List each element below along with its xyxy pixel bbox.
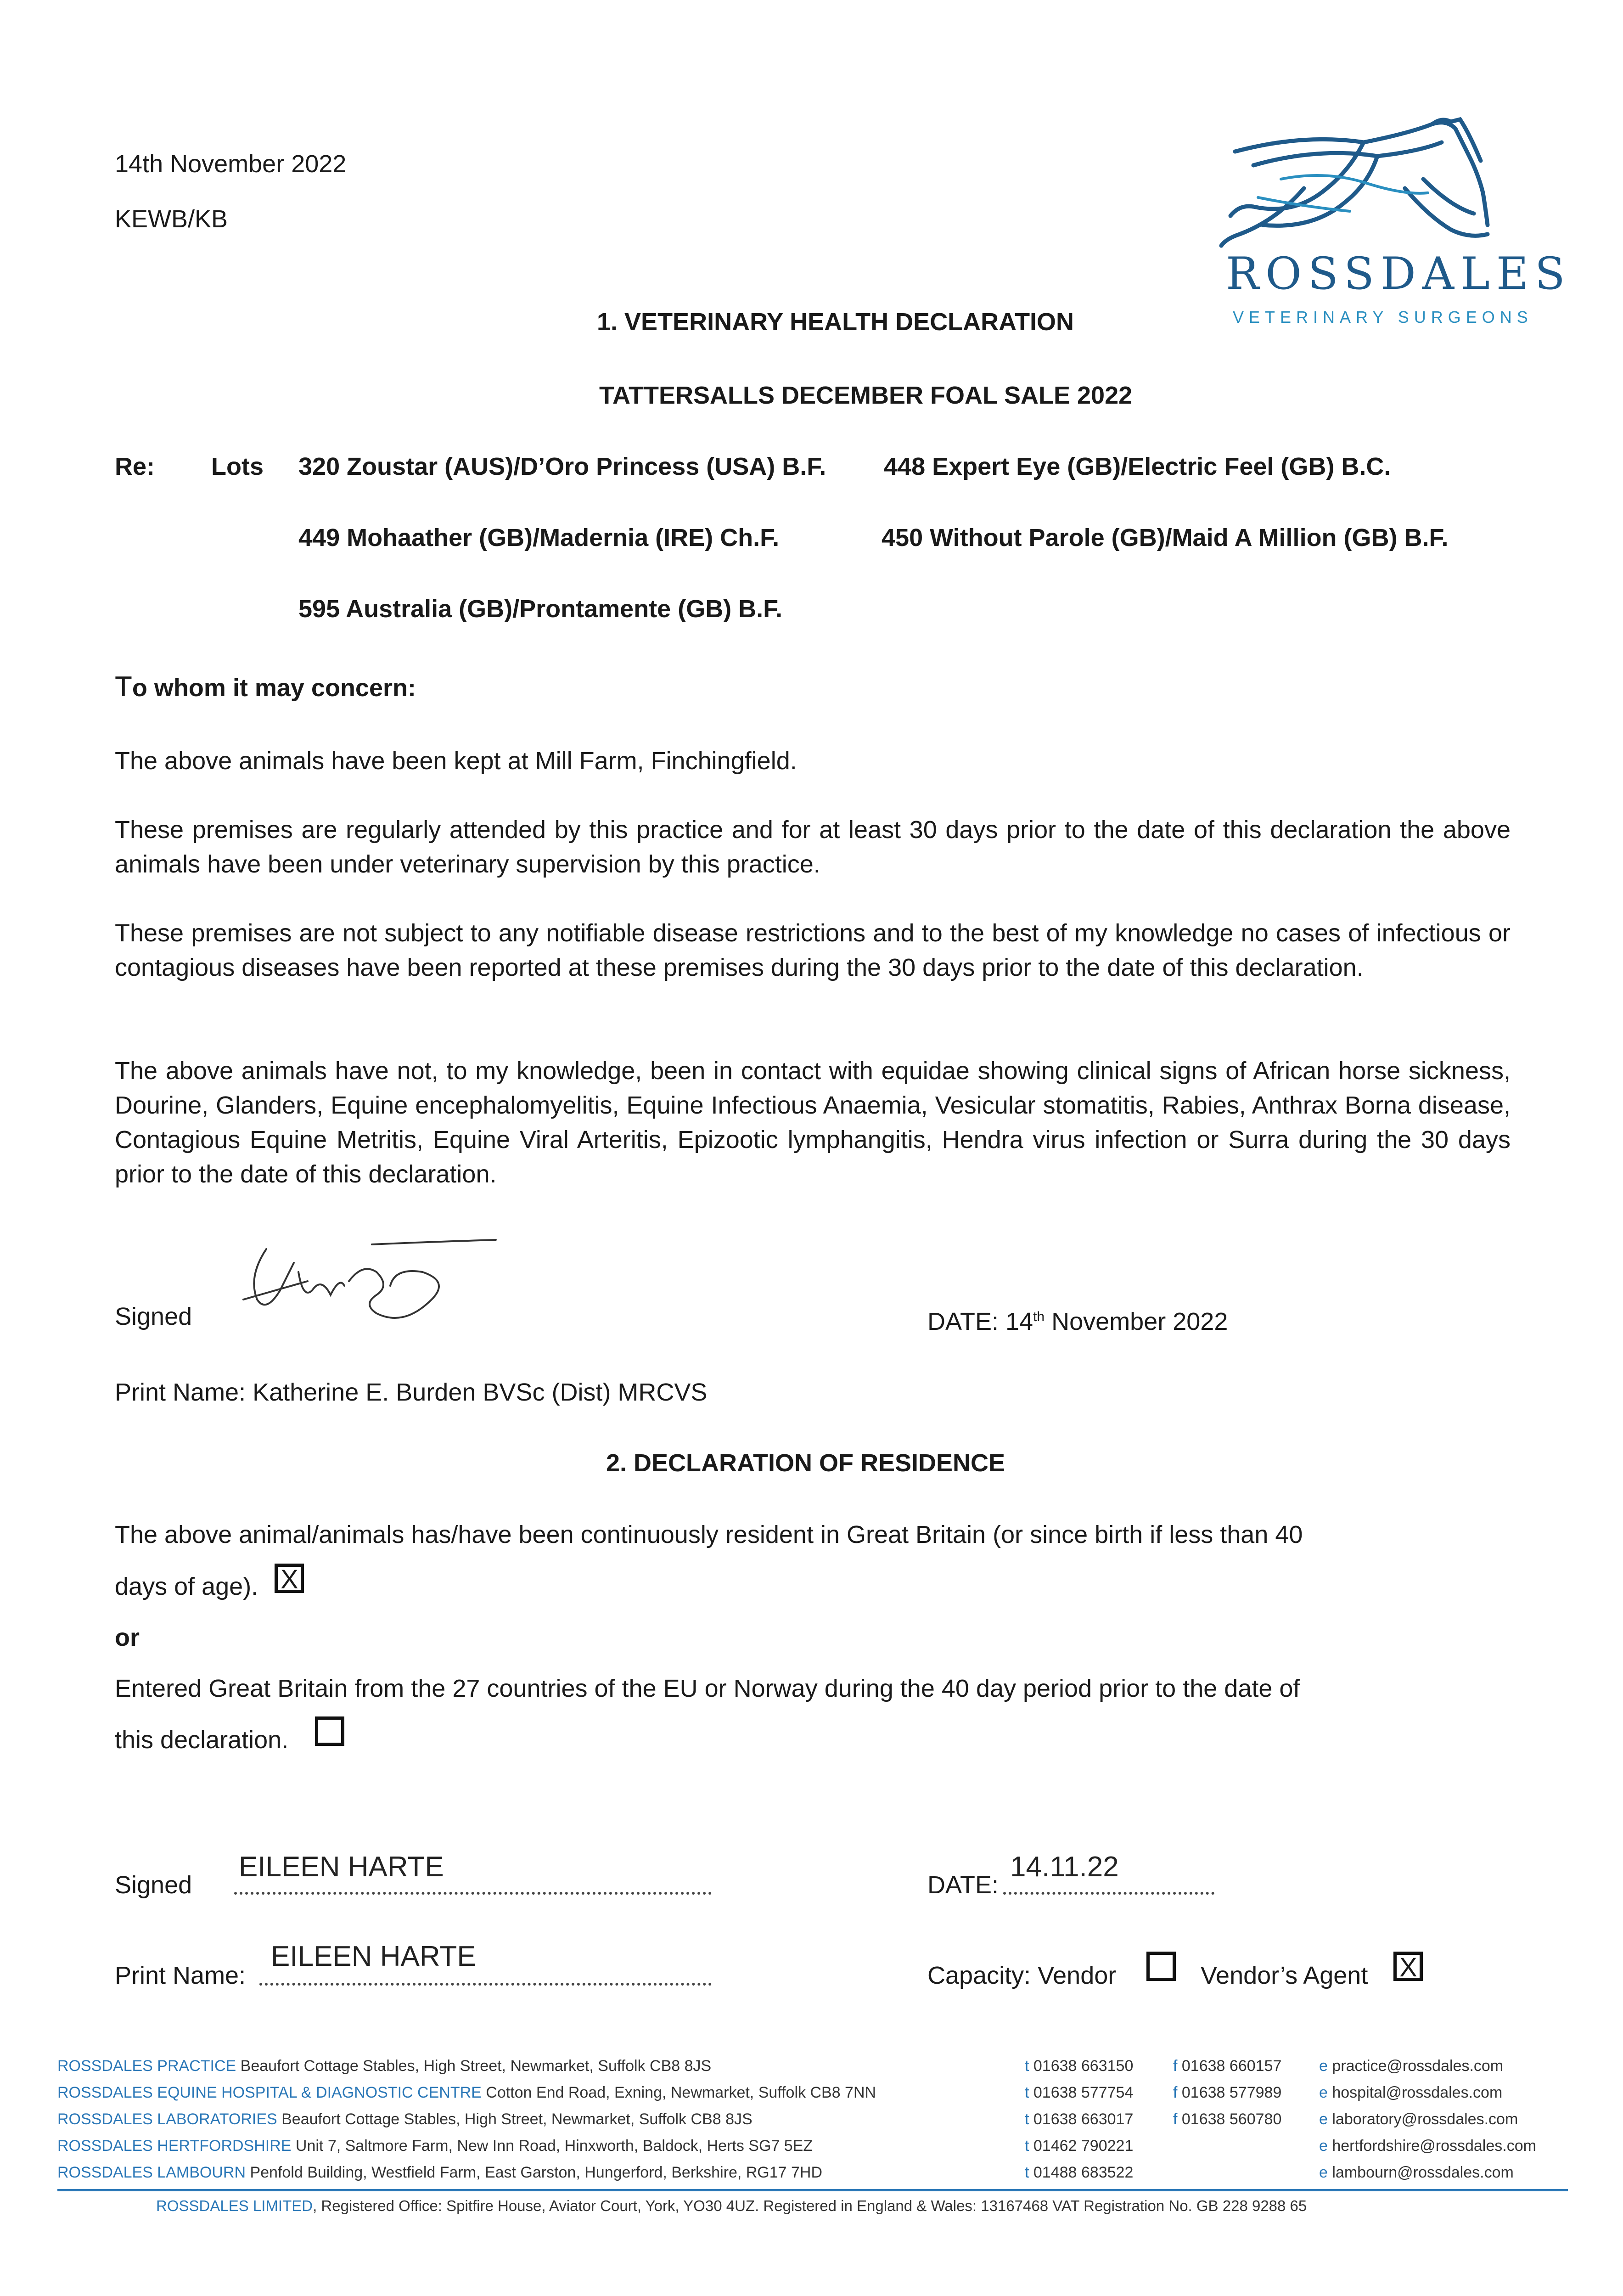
fax-value: 01638 560780 xyxy=(1177,2110,1282,2128)
email-value[interactable]: practice@rossdales.com xyxy=(1327,2057,1504,2075)
date-line xyxy=(1003,1892,1214,1895)
tel-prefix: t xyxy=(1025,2110,1029,2128)
vet-signature xyxy=(239,1235,505,1327)
tel-prefix: t xyxy=(1025,2164,1029,2181)
fax-prefix: f xyxy=(1173,2084,1178,2101)
salutation-text: o whom it may concern: xyxy=(132,674,416,702)
footer-laboratories-name: ROSSDALES LABORATORIES xyxy=(57,2110,277,2128)
vet-date-label: DATE: 14 xyxy=(927,1308,1033,1335)
footer-fax-laboratories xyxy=(1173,2106,1281,2133)
footer-tel-practice xyxy=(1025,2053,1133,2079)
registered-office-text: , Registered Office: Spitfire House, Aviator Court, York, YO30 4UZ. Registered in England & Wales: 13167468 VAT Registration No. GB 228 9288 65 xyxy=(313,2197,1307,2214)
resident-gb-check-mark: X xyxy=(281,1564,298,1594)
footer-tel-laboratories xyxy=(1025,2106,1133,2133)
email-prefix: e xyxy=(1319,2164,1328,2181)
vendor-print-label: Print Name: xyxy=(115,1962,246,1989)
tel-value: 01462 790221 xyxy=(1029,2137,1134,2155)
footer-email-practice xyxy=(1319,2053,1503,2079)
print-name-line xyxy=(259,1983,712,1986)
footer-lambourn-address: Penfold Building, Westfield Farm, East Garston, Hungerford, Berkshire, RG17 7HD xyxy=(246,2164,823,2181)
agent-check-mark: X xyxy=(1399,1953,1417,1982)
footer-hertfordshire-address: Unit 7, Saltmore Farm, New Inn Road, Hinxworth, Baldock, Herts SG7 5EZ xyxy=(291,2137,813,2155)
email-value[interactable]: hospital@rossdales.com xyxy=(1327,2084,1503,2101)
residence-option2-line2: this declaration. xyxy=(115,1726,289,1754)
footer-divider xyxy=(57,2189,1568,2191)
fax-value: 01638 660157 xyxy=(1177,2057,1282,2075)
email-prefix: e xyxy=(1319,2137,1328,2155)
letter-date: 14th November 2022 xyxy=(115,150,347,178)
footer-email-laboratories xyxy=(1319,2106,1518,2133)
vendor-date-value[interactable]: 14.11.22 xyxy=(1010,1851,1119,1883)
footer-row-practice xyxy=(57,2053,711,2079)
vendor-checkbox[interactable] xyxy=(1146,1952,1176,1981)
or-label: or xyxy=(115,1624,140,1651)
footer-fax-practice xyxy=(1173,2053,1281,2079)
paragraph-diseases: The above animals have not, to my knowledge, been in contact with equidae showing clinical signs of African horse sickness, Dourine, Glanders, Equine encephalomyelitis, Equine Infectious Anaemia, Vesicular stomatitis, Rabies, Anthrax Borna disease, Contagious Equine Metritis, Equine Viral Arteritis, Epizootic lymphangitis, Hendra virus infection or Surra during the 30 days prior to the date of this declaration. xyxy=(115,1057,1511,1188)
email-value[interactable]: laboratory@rossdales.com xyxy=(1327,2110,1518,2128)
footer-practice-name: ROSSDALES PRACTICE xyxy=(57,2057,236,2075)
footer-tel-lambourn xyxy=(1025,2159,1133,2186)
tel-value: 01638 577754 xyxy=(1029,2084,1134,2101)
vet-date-suffix: th xyxy=(1033,1309,1045,1324)
resident-gb-checkbox[interactable] xyxy=(275,1564,304,1593)
signature-line xyxy=(234,1892,712,1895)
section2-title: 2. DECLARATION OF RESIDENCE xyxy=(606,1449,1005,1477)
section1-title: 1. VETERINARY HEALTH DECLARATION xyxy=(597,308,1074,336)
registered-company-name: ROSSDALES LIMITED xyxy=(156,2197,313,2214)
footer-hertfordshire-name: ROSSDALES HERTFORDSHIRE xyxy=(57,2137,292,2155)
footer-row-hertfordshire xyxy=(57,2133,813,2159)
paragraph-supervision: These premises are regularly attended by this practice and for at least 30 days prior to the date of this declaration the above animals have been under veterinary supervision by this practice. xyxy=(115,816,1511,878)
vet-date xyxy=(927,1300,1228,1339)
fax-prefix: f xyxy=(1173,2057,1178,2075)
residence-option1-line2: days of age). xyxy=(115,1573,258,1600)
lot-595: 595 Australia (GB)/Prontamente (GB) B.F. xyxy=(298,595,783,623)
fax-value: 01638 577989 xyxy=(1177,2084,1282,2101)
tel-value: 01638 663150 xyxy=(1029,2057,1134,2075)
footer-registered xyxy=(156,2193,1307,2219)
tel-prefix: t xyxy=(1025,2137,1029,2155)
vendor-signed-value[interactable]: EILEEN HARTE xyxy=(239,1851,444,1883)
vendor-signed-label: Signed xyxy=(115,1871,192,1899)
section1-subtitle: TATTERSALLS DECEMBER FOAL SALE 2022 xyxy=(599,382,1133,409)
email-value[interactable]: lambourn@rossdales.com xyxy=(1327,2164,1514,2181)
lot-449: 449 Mohaather (GB)/Madernia (IRE) Ch.F. xyxy=(298,524,780,551)
salutation xyxy=(115,670,416,703)
vendor-print-value[interactable]: EILEEN HARTE xyxy=(271,1941,476,1972)
salutation-initial: T xyxy=(115,671,132,703)
horse-logo-icon xyxy=(1212,115,1533,253)
footer-practice-address: Beaufort Cottage Stables, High Street, Newmarket, Suffolk CB8 8JS xyxy=(236,2057,712,2075)
email-prefix: e xyxy=(1319,2057,1328,2075)
footer-row-hospital xyxy=(57,2079,876,2106)
email-value[interactable]: hertfordshire@rossdales.com xyxy=(1327,2137,1536,2155)
footer-hospital-address: Cotton End Road, Exning, Newmarket, Suffolk CB8 7NN xyxy=(481,2084,876,2101)
footer-email-lambourn xyxy=(1319,2159,1514,2186)
footer-hospital-name: ROSSDALES EQUINE HOSPITAL & DIAGNOSTIC CENTRE xyxy=(57,2084,482,2101)
paragraph-restrictions: These premises are not subject to any notifiable disease restrictions and to the best of my knowledge no cases of infectious or contagious diseases have been reported at these premises during the 30 days prior to the date of this declaration. xyxy=(115,919,1511,981)
lot-448: 448 Expert Eye (GB)/Electric Feel (GB) B.C. xyxy=(884,453,1391,480)
paragraph-premises: The above animals have been kept at Mill Farm, Finchingfield. xyxy=(115,747,797,775)
lot-450: 450 Without Parole (GB)/Maid A Million (GB) B.F. xyxy=(882,524,1449,551)
footer-email-hertfordshire xyxy=(1319,2133,1536,2159)
lot-320: 320 Zoustar (AUS)/D’Oro Princess (USA) B.F. xyxy=(298,453,826,480)
agent-checkbox[interactable] xyxy=(1393,1952,1423,1981)
footer-tel-hertfordshire xyxy=(1025,2133,1133,2159)
entered-gb-checkbox[interactable] xyxy=(315,1716,344,1746)
footer-laboratories-address: Beaufort Cottage Stables, High Street, Newmarket, Suffolk CB8 8JS xyxy=(277,2110,753,2128)
residence-option2-line1: Entered Great Britain from the 27 countries of the EU or Norway during the 40 day period prior to the date of xyxy=(115,1675,1300,1702)
footer-row-laboratories xyxy=(57,2106,753,2133)
rossdales-logo xyxy=(1212,115,1572,335)
reference-code: KEWB/KB xyxy=(115,205,228,233)
footer-row-lambourn xyxy=(57,2159,822,2186)
lots-label: Lots xyxy=(211,453,264,480)
vet-signed-label: Signed xyxy=(115,1303,192,1330)
fax-prefix: f xyxy=(1173,2110,1178,2128)
vet-print-name: Print Name: Katherine E. Burden BVSc (Dist) MRCVS xyxy=(115,1379,708,1406)
capacity-label: Capacity: Vendor xyxy=(927,1962,1117,1989)
footer-lambourn-name: ROSSDALES LAMBOURN xyxy=(57,2164,246,2181)
footer-fax-hospital xyxy=(1173,2079,1281,2106)
residence-option1-line1: The above animal/animals has/have been continuously resident in Great Britain (or since birth if less than 40 xyxy=(115,1521,1303,1548)
re-label: Re: xyxy=(115,453,155,480)
email-prefix: e xyxy=(1319,2084,1328,2101)
agent-label: Vendor’s Agent xyxy=(1201,1962,1368,1989)
footer-email-hospital xyxy=(1319,2079,1502,2106)
tel-value: 01638 663017 xyxy=(1029,2110,1134,2128)
tel-prefix: t xyxy=(1025,2084,1029,2101)
vet-date-rest: November 2022 xyxy=(1045,1308,1228,1335)
logo-name: ROSSDALES xyxy=(1226,248,1572,299)
tel-value: 01488 683522 xyxy=(1029,2164,1134,2181)
tel-prefix: t xyxy=(1025,2057,1029,2075)
footer-tel-hospital xyxy=(1025,2079,1133,2106)
email-prefix: e xyxy=(1319,2110,1328,2128)
logo-subtitle: VETERINARY SURGEONS xyxy=(1233,308,1533,326)
vendor-date-label: DATE: xyxy=(927,1871,999,1899)
